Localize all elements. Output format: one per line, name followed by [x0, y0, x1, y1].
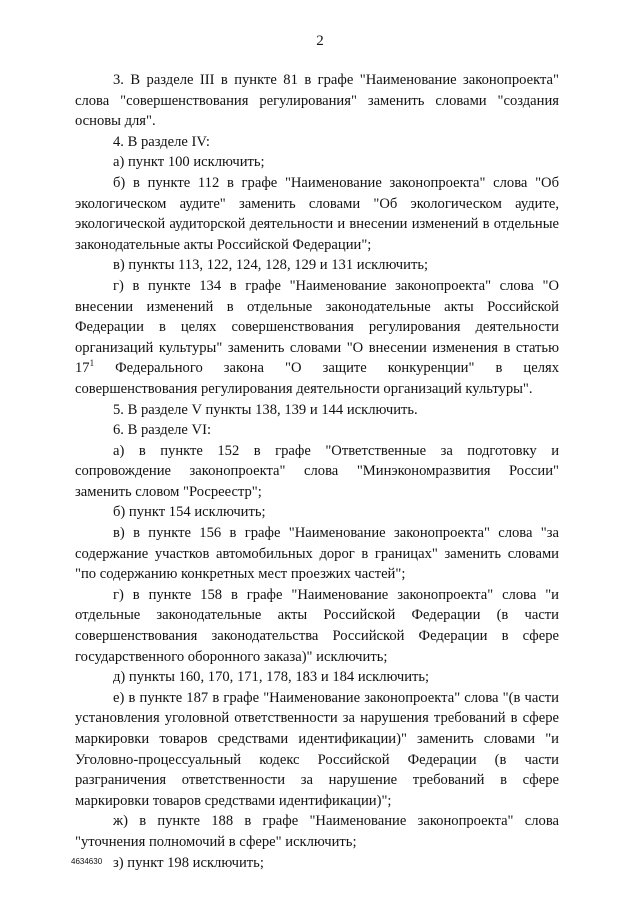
paragraph-item-4: 4. В разделе IV:: [113, 133, 210, 150]
paragraph-4d-text-start: г) в пункте 134 в графе "Наименование законопроекта" слова "О внесении изменений в отдельные законодательные акты Российской Федерации в целях совершенствования регулирования деятельности организаций культуры" заменить словами "О внесении изменения в статью 17: [75, 277, 559, 377]
paragraph-4d-text-end: Федерального закона "О защите конкуренции" в целях совершенствования регулирования деятельности организаций культуры".: [75, 360, 559, 397]
paragraph-item-6f: е) в пункте 187 в графе "Наименование законопроекта" слова "(в части установления уголовной ответственности за нарушения требований в сфере маркировки товаров средствами идентификации)" заменить словами "и Уголовно-процессуальный кодекс Российской Федерации (в части разграничения ответственности за нарушение требований в сфере маркировки товаров средствами идентификации)";: [75, 689, 559, 809]
paragraph-item-6g: ж) в пункте 188 в графе "Наименование законопроекта" слова "уточнения полномочий в сфере" исключить;: [75, 813, 559, 850]
paragraph-item-6d: г) в пункте 158 в графе "Наименование законопроекта" слова "и отдельные законодательные акты Российской Федерации (в части совершенствования законодательства Российской Федерации в сфере государственного оборонного заказа)" исключить;: [75, 586, 559, 665]
document-code: 4634630: [71, 857, 103, 866]
paragraph-item-5: 5. В разделе V пункты 138, 139 и 144 исключить.: [113, 401, 418, 418]
paragraph-item-4a: а) пункт 100 исключить;: [113, 154, 265, 171]
paragraph-item-4c: в) пункты 113, 122, 124, 128, 129 и 131 исключить;: [113, 257, 429, 274]
document-body: [75, 70, 559, 873]
paragraph-item-4b: б) в пункте 112 в графе "Наименование законопроекта" слова "Об экологическом аудите" заменить словами "Об экологическом аудите, экологической аудиторской деятельности и внесении изменений в отдельные законодательные акты Российской Федерации";: [75, 174, 559, 253]
paragraph-item-6b: б) пункт 154 исключить;: [113, 504, 266, 521]
paragraph-item-6c: в) в пункте 156 в графе "Наименование законопроекта" слова "за содержание участков автомобильных дорог в границах" заменить словами "по содержанию конкретных мест проезжих частей";: [75, 525, 559, 583]
paragraph-item-6h: з) пункт 198 исключить;: [113, 854, 264, 871]
superscript-article-index: 1: [89, 358, 95, 369]
paragraph-item-3: 3. В разделе III в пункте 81 в графе "Наименование законопроекта" слова "совершенствования регулирования" заменить словами "создания основы для".: [75, 72, 559, 130]
paragraph-item-6e: д) пункты 160, 170, 171, 178, 183 и 184 исключить;: [113, 669, 430, 686]
paragraph-item-6a: а) в пункте 152 в графе "Ответственные за подготовку и сопровождение законопроекта" слова "Минэкономразвития России" заменить словом "Росреестр";: [75, 442, 559, 500]
paragraph-item-4d: [75, 276, 559, 400]
paragraph-item-6: 6. В разделе VI:: [113, 422, 212, 439]
page-number: 2: [316, 33, 324, 49]
